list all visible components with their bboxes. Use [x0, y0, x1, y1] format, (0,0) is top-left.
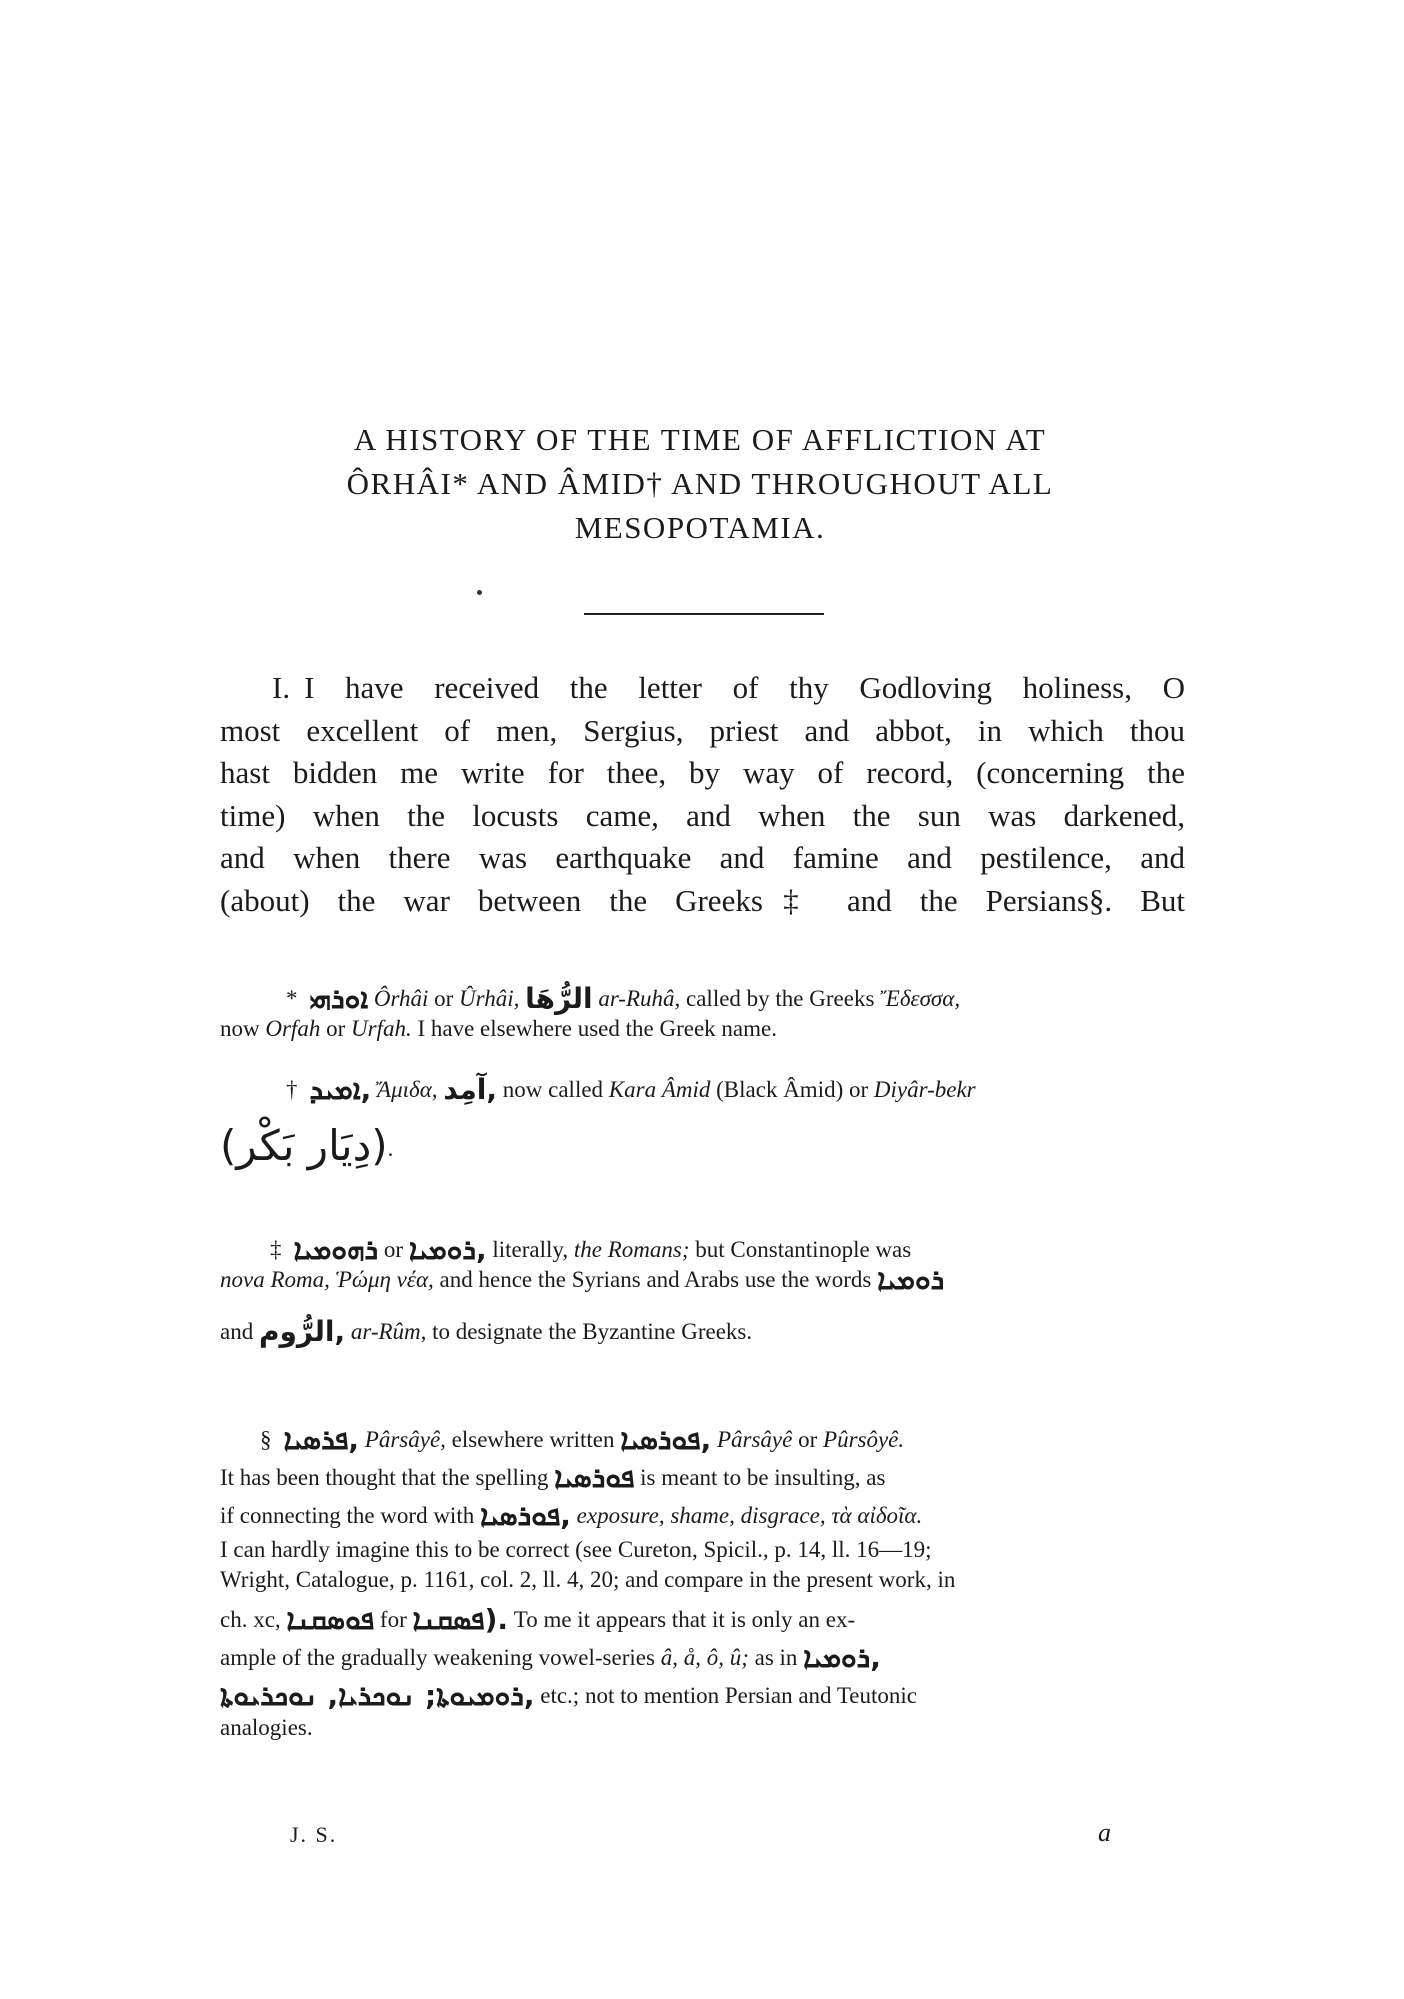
- footnote-line: [220, 1121, 1185, 1170]
- syriac-word: ܪܘܡܝܐ,: [408, 1233, 487, 1266]
- footnote-italic: nova Roma,: [220, 1267, 330, 1292]
- footnote-text: or: [378, 1237, 409, 1262]
- footnote-3: [220, 1235, 1185, 1347]
- footnote-mark: §: [260, 1427, 272, 1452]
- footnote-text: ch. xc,: [220, 1607, 287, 1632]
- footnote-line: [220, 1639, 1185, 1677]
- footnote-mark: *: [286, 986, 298, 1011]
- paragraph-line: most excellent of men, Sergius, priest and abbot, in which thou: [220, 712, 1185, 748]
- syriac-word: ܦܪܣܝܐ,: [283, 1423, 360, 1456]
- footnote-text: To me it appears that it is only an ex-: [508, 1607, 856, 1632]
- section-paragraph: [220, 667, 1185, 922]
- paragraph-line: [220, 667, 1185, 710]
- footnote-line: [220, 1235, 1185, 1265]
- footnote-italic: ar-Rûm,: [350, 1319, 427, 1344]
- footnote-text: as in: [748, 1645, 804, 1670]
- footnote-italic: Urfah.: [351, 1016, 412, 1041]
- page-title: [220, 418, 1180, 550]
- footnote-line: [220, 1317, 1185, 1347]
- footnote-text: to designate the Byzantine Greeks.: [426, 1319, 753, 1344]
- paragraph-line: (about) the war between the Greeks‡ and the Persians§. But: [220, 882, 1185, 918]
- signature-initials: J. S.: [290, 1822, 338, 1847]
- paragraph-line: and when there was earthquake and famine and pestilence, and: [220, 840, 1185, 875]
- footnote-text: and hence the Syrians and Arabs use the words: [433, 1267, 878, 1292]
- footnote-line: analogies.: [220, 1715, 313, 1740]
- syriac-word: ܦܘܪܣܝܐ,: [620, 1423, 712, 1456]
- footnote-mark: ‡: [270, 1237, 282, 1262]
- arabic-phrase: (دِيَار بَكْر): [220, 1121, 388, 1170]
- syriac-word: ܦܘܣܩܢܐ: [286, 1603, 375, 1636]
- syriac-word: ܐܡܝܕ,: [309, 1073, 372, 1106]
- footnote-line: [220, 1075, 1185, 1105]
- greek-word: Ἄμιδα,: [377, 1077, 438, 1102]
- footnote-line: [220, 1459, 1185, 1497]
- footnote-italic: Kara Âmid: [608, 1077, 711, 1102]
- footnote-text: called by the Greeks: [680, 986, 881, 1011]
- footnote-4: [220, 1421, 1185, 1741]
- greek-word: Ἔδεσσα,: [880, 986, 961, 1011]
- title-line-1: A HISTORY OF THE TIME OF AFFLICTION AT: [353, 422, 1047, 457]
- title-rule: [584, 613, 824, 615]
- footnote-italic: Diyâr-bekr: [873, 1077, 976, 1102]
- footnote-text: elsewhere written: [445, 1427, 621, 1452]
- footnote-italic: ar-Ruhâ,: [598, 986, 681, 1011]
- stray-dot: [477, 590, 482, 595]
- footnote-text: and: [220, 1319, 259, 1344]
- footnote-italic: Orfah: [265, 1016, 321, 1041]
- footnote-line: [220, 1497, 1185, 1535]
- footnote-text: or: [428, 986, 460, 1011]
- footnote-text: if connecting the word with: [220, 1503, 480, 1528]
- footnote-line: [220, 1601, 1185, 1639]
- title-line-3: MESOPOTAMIA.: [574, 510, 826, 545]
- footnote-text: or: [792, 1427, 824, 1452]
- footnote-text: but Constantinople was: [689, 1237, 912, 1262]
- footnote-line: [220, 1421, 1185, 1459]
- footnote-text: or: [320, 1016, 351, 1041]
- footnote-line: [220, 984, 1185, 1014]
- footnote-line: [220, 1677, 1185, 1715]
- footnote-text: literally,: [486, 1237, 574, 1262]
- footnote-italic: Pârsâyê: [716, 1427, 793, 1452]
- footnote-text: now: [220, 1016, 266, 1041]
- footnote-mark: †: [286, 1077, 298, 1102]
- footnote-text: .: [387, 1136, 394, 1161]
- paragraph-line: time) when the locusts came, and when the sun was darkened,: [220, 797, 1185, 833]
- syriac-word: ܐܘܪܗܝ: [309, 982, 369, 1015]
- greek-word: Ῥώμη νέα,: [335, 1267, 434, 1292]
- arabic-word: الرُّوم,: [258, 1315, 346, 1348]
- footnote-text: etc.; not to mention Persian and Teutonic: [534, 1683, 917, 1708]
- footnote-italic: Ûrhâi,: [459, 986, 520, 1011]
- footnote-italic: Pûrsôyê.: [823, 1427, 905, 1452]
- paragraph-text: I have received the letter of thy Godloving holiness, O: [304, 670, 1185, 705]
- footnote-text: I have elsewhere used the Greek name.: [411, 1016, 777, 1041]
- footnote-italic: exposure, shame, disgrace,: [570, 1503, 832, 1528]
- arabic-word: الرُّهَا: [525, 982, 593, 1015]
- syriac-word: ܢܘܟܪܝܐ, ܢܘܟܪܝܘܬܐ,: [220, 1679, 535, 1712]
- syriac-word: ܪܘܡܝܘܬܐ;: [424, 1679, 524, 1712]
- footnote-text: is meant to be insulting, as: [634, 1465, 886, 1490]
- footnote-line: [220, 1014, 1185, 1044]
- syriac-word: ܪܘܡܝܐ: [877, 1263, 945, 1296]
- footnote-line: I can hardly imagine this to be correct (see Cureton, Spicil., p. 14, ll. 16—19;: [220, 1537, 932, 1562]
- footnote-line: [220, 1265, 1185, 1295]
- syriac-word: ܦܘܪܣܝܐ: [554, 1461, 635, 1494]
- footnote-text: now called: [497, 1077, 609, 1102]
- syriac-word: ܦܣܩܢܐ).: [412, 1603, 508, 1636]
- footnote-line: Wright, Catalogue, p. 1161, col. 2, ll. 4, 20; and compare in the present work, in: [220, 1567, 956, 1592]
- sheet-signature-letter: a: [1098, 1818, 1111, 1847]
- footnote-italic: the Romans;: [573, 1237, 690, 1262]
- paragraph-line: hast bidden me write for thee, by way of record, (concerning the: [220, 755, 1185, 790]
- footnote-2: [220, 1073, 1185, 1170]
- footnote-text: for: [374, 1607, 413, 1632]
- footnote-1: [220, 984, 1185, 1044]
- section-number: I.: [272, 670, 291, 705]
- syriac-word: ܦܘܪܣܝܐ,: [479, 1499, 571, 1532]
- footnote-italic: â, å, ô, û;: [660, 1645, 749, 1670]
- arabic-word: آمِد,: [443, 1073, 498, 1106]
- greek-word: τὰ αἰδοῖα.: [831, 1503, 923, 1528]
- syriac-word: ܪܗܘܡܝܐ: [293, 1233, 379, 1266]
- footnote-text: ample of the gradually weakening vowel-series: [220, 1645, 661, 1670]
- footnote-italic: Ôrhâi: [373, 986, 429, 1011]
- footnote-text: (Black Âmid) or: [710, 1077, 874, 1102]
- footnote-italic: Pârsâyê,: [364, 1427, 446, 1452]
- syriac-word: ܪܘܡܝܐ,: [803, 1641, 881, 1674]
- footnote-text: It has been thought that the spelling: [220, 1465, 555, 1490]
- title-line-2: ÔRHÂI* AND ÂMID† AND THROUGHOUT ALL: [346, 466, 1054, 501]
